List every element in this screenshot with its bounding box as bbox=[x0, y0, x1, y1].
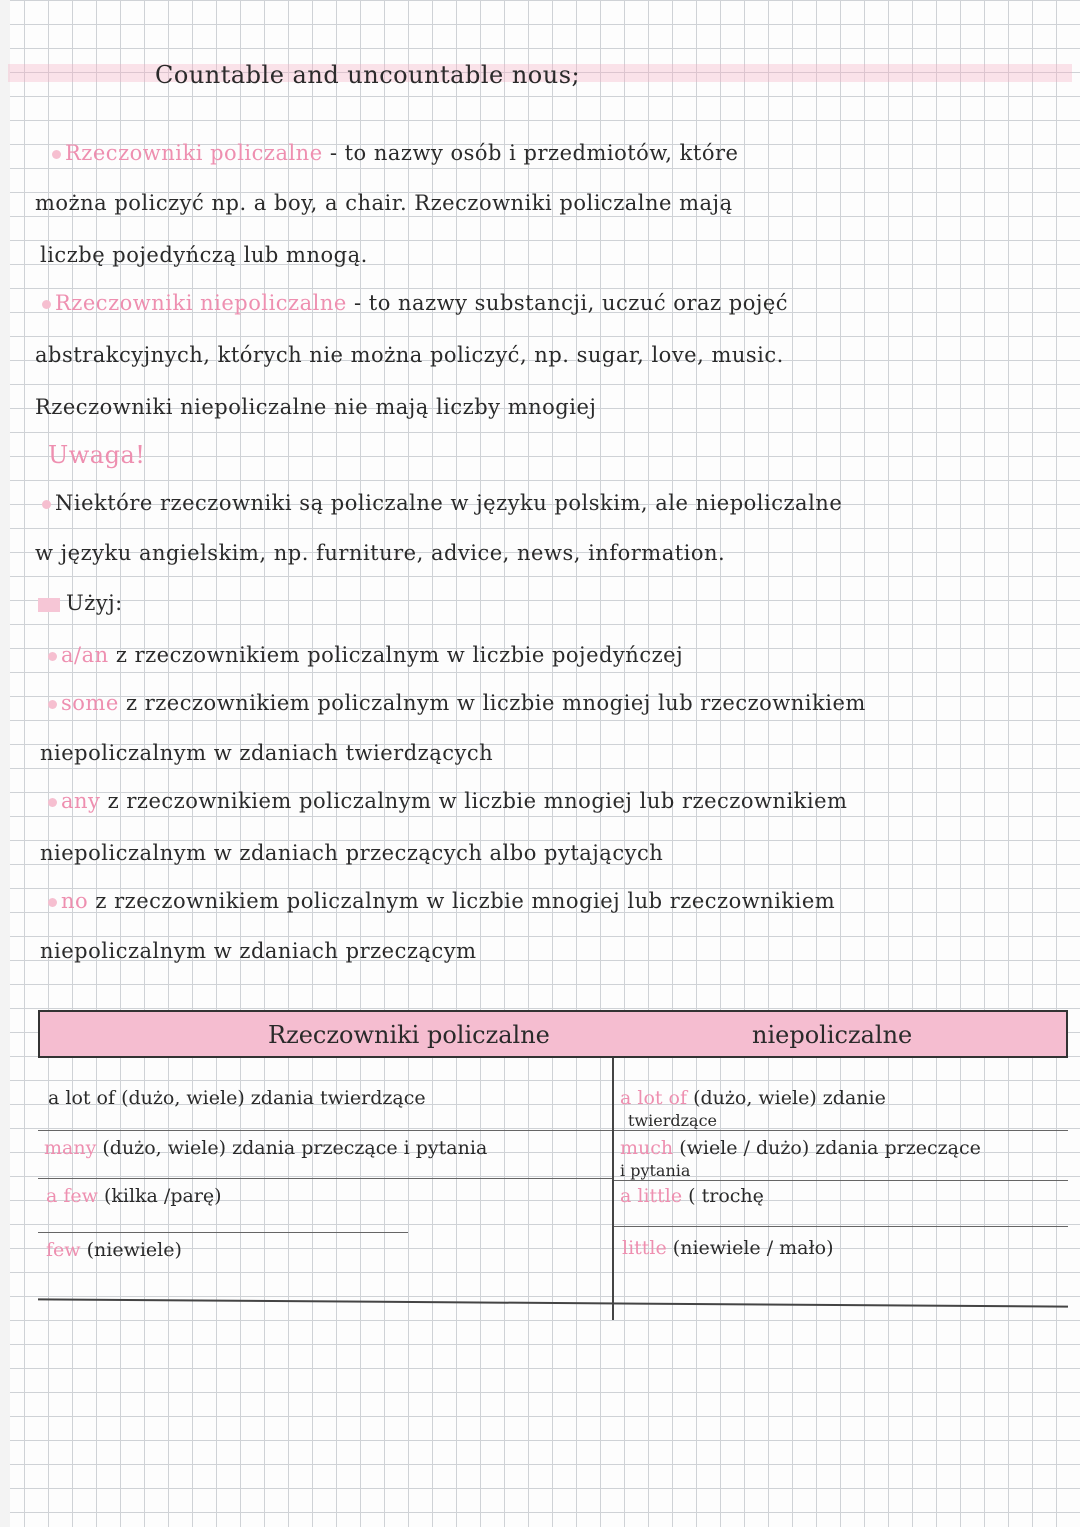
highlight-bar bbox=[38, 598, 60, 612]
table-row bbox=[44, 1136, 487, 1160]
quantifier-table bbox=[38, 1010, 1068, 1310]
table-row bbox=[46, 1184, 222, 1208]
usage-text: z rzeczownikiem policzalnym w liczbie mnogiej lub rzeczownikiem bbox=[95, 889, 836, 913]
usage-any-cont: niepoliczalnym w zdaniach przeczących albo pytających bbox=[40, 841, 664, 865]
table-row bbox=[620, 1086, 886, 1110]
note-text: Niektóre rzeczowniki są policzalne w języku polskim, ale niepoliczalne bbox=[55, 491, 843, 515]
table-row bbox=[622, 1236, 834, 1260]
page-title: Countable and uncountable nous; bbox=[155, 61, 581, 89]
table-header bbox=[38, 1010, 1068, 1058]
quantifier-word: a little bbox=[620, 1185, 683, 1207]
bullet-dot bbox=[48, 700, 57, 709]
paragraph-2-line-2: abstrakcyjnych, których nie można policzyć, np. sugar, love, music. bbox=[35, 343, 784, 367]
usage-word: no bbox=[61, 889, 89, 913]
quantifier-text: (niewiele / mało) bbox=[672, 1237, 834, 1259]
quantifier-word: many bbox=[44, 1137, 97, 1159]
quantifier-text: (wiele / dużo) zdania przeczące bbox=[679, 1137, 981, 1159]
usage-a-an bbox=[48, 640, 683, 670]
paragraph-1-line-2: można policzyć np. a boy, a chair. Rzeczowniki policzalne mają bbox=[35, 191, 733, 215]
row-line bbox=[38, 1178, 612, 1179]
quantifier-word: little bbox=[622, 1237, 667, 1259]
usage-word: some bbox=[61, 691, 119, 715]
bullet-dot bbox=[42, 500, 51, 509]
column-divider bbox=[612, 1058, 614, 1320]
term-countable: Rzeczowniki policzalne bbox=[65, 141, 323, 165]
bullet-dot bbox=[48, 798, 57, 807]
usage-no bbox=[48, 886, 835, 916]
bullet-dot bbox=[48, 652, 57, 661]
quantifier-text: (dużo, wiele) zdanie bbox=[693, 1087, 886, 1109]
uzyj-label: Użyj: bbox=[66, 591, 123, 615]
usage-text: z rzeczownikiem policzalnym w liczbie pojedyńczej bbox=[115, 643, 684, 667]
header-uncountable: niepoliczalne bbox=[752, 1021, 913, 1049]
table-row bbox=[48, 1086, 426, 1110]
page-edge bbox=[0, 0, 10, 1527]
quantifier-text: (dużo, wiele) zdania twierdzące bbox=[121, 1087, 426, 1109]
definition-text: - to nazwy osób i przedmiotów, które bbox=[329, 141, 739, 165]
quantifier-text: (niewiele) bbox=[86, 1239, 182, 1261]
usage-word: a/an bbox=[61, 643, 109, 667]
quantifier-word: a few bbox=[46, 1185, 98, 1207]
paragraph-2-line-3: Rzeczowniki niepoliczalne nie mają liczby mnogiej bbox=[35, 395, 597, 419]
uwaga-heading: Uwaga! bbox=[48, 441, 146, 469]
table-row-cont: i pytania bbox=[620, 1161, 691, 1180]
note-line-1 bbox=[42, 488, 842, 518]
quantifier-word: a lot of bbox=[48, 1087, 116, 1109]
paragraph-1-line-1 bbox=[52, 138, 738, 168]
bullet-dot bbox=[42, 300, 51, 309]
term-uncountable: Rzeczowniki niepoliczalne bbox=[55, 291, 347, 315]
bullet-dot bbox=[52, 150, 61, 159]
bullet-dot bbox=[48, 898, 57, 907]
row-line bbox=[38, 1130, 612, 1131]
usage-some-cont: niepoliczalnym w zdaniach twierdzących bbox=[40, 741, 494, 765]
usage-no-cont: niepoliczalnym w zdaniach przeczącym bbox=[40, 939, 477, 963]
quantifier-text: (dużo, wiele) zdania przeczące i pytania bbox=[102, 1137, 488, 1159]
quantifier-word: a lot of bbox=[620, 1087, 688, 1109]
row-line bbox=[614, 1226, 1068, 1227]
table-row bbox=[620, 1136, 981, 1160]
header-countable: Rzeczowniki policzalne bbox=[268, 1021, 550, 1049]
table-row bbox=[46, 1238, 182, 1262]
paragraph-2-line-1 bbox=[42, 288, 788, 318]
paragraph-1-line-3: liczbę pojedyńczą lub mnogą. bbox=[40, 243, 368, 267]
table-row bbox=[620, 1184, 764, 1208]
uzyj-heading bbox=[38, 588, 123, 618]
quantifier-text: ( trochę bbox=[688, 1185, 764, 1207]
usage-some bbox=[48, 688, 866, 718]
quantifier-word: few bbox=[46, 1239, 81, 1261]
row-line bbox=[614, 1130, 1068, 1131]
table-bottom-line bbox=[38, 1298, 1068, 1307]
definition-text: - to nazwy substancji, uczuć oraz pojęć bbox=[354, 291, 789, 315]
row-line bbox=[38, 1232, 408, 1233]
note-line-2: w języku angielskim, np. furniture, advice, news, information. bbox=[35, 541, 726, 565]
table-row-cont: twierdzące bbox=[628, 1111, 717, 1130]
row-line bbox=[614, 1180, 1068, 1181]
usage-text: z rzeczownikiem policzalnym w liczbie mnogiej lub rzeczownikiem bbox=[107, 789, 848, 813]
quantifier-word: much bbox=[620, 1137, 674, 1159]
usage-text: z rzeczownikiem policzalnym w liczbie mnogiej lub rzeczownikiem bbox=[125, 691, 866, 715]
usage-word: any bbox=[61, 789, 101, 813]
usage-any bbox=[48, 786, 847, 816]
quantifier-text: (kilka /parę) bbox=[103, 1185, 222, 1207]
